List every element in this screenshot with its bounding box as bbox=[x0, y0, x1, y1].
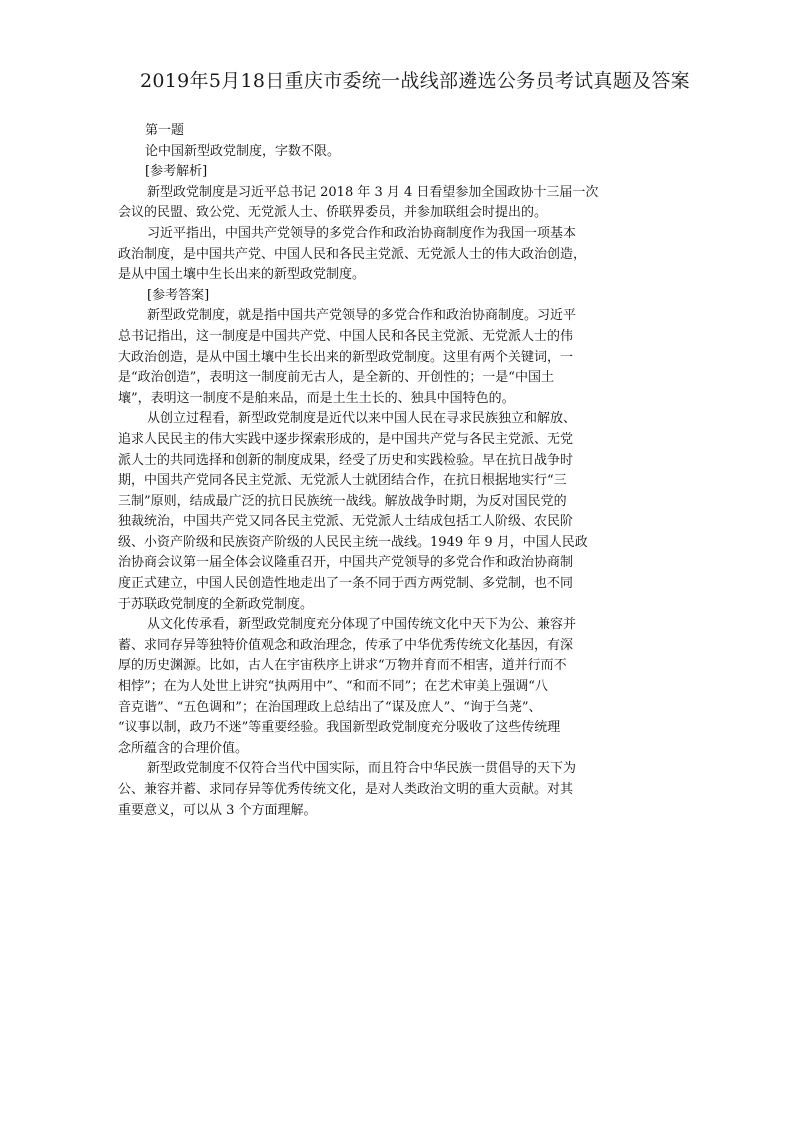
body-line: 三制”原则，结成最广泛的抗日民族统一战线。解放战争时期，为反对国民党的 bbox=[118, 493, 567, 509]
body-line: 新型政党制度，就是指中国共产党领导的多党合作和政治协商制度。习近平 bbox=[147, 308, 577, 324]
body-line: 厚的历史渊源。比如，古人在宇宙秩序上讲求“万物并育而不相害，道并行而不 bbox=[118, 658, 567, 674]
body-line: 级、小资产阶级和民族资产阶级的人民民主统一战线。1949 年 9 月，中国人民政 bbox=[118, 534, 588, 550]
body-line: 新型政党制度不仅符合当代中国实际，而且符合中华民族一贯倡导的天下为 bbox=[147, 761, 577, 777]
body-line: 新型政党制度是习近平总书记 2018 年 3 月 4 日看望参加全国政协十三届一次 bbox=[147, 184, 599, 200]
body-line: 派人士的共同选择和创新的制度成果，经受了历史和实践检验。早在抗日战争时 bbox=[118, 452, 574, 468]
body-line: 政治制度，是中国共产党、中国人民和各民主党派、无党派人士的伟大政治创造， bbox=[118, 246, 587, 262]
body-line: 音克谐”、“五色调和”；在治国理政上总结出了“谋及庶人”、“询于刍荛”、 bbox=[118, 699, 542, 715]
body-line: 于苏联政党制度的全新政党制度。 bbox=[118, 596, 314, 612]
body-line: 大政治创造，是从中国土壤中生长出来的新型政党制度。这里有两个关键词，一 bbox=[118, 349, 574, 365]
body-line: [参考答案] bbox=[147, 287, 210, 303]
body-line: 会议的民盟、致公党、无党派人士、侨联界委员，并参加联组会时提出的。 bbox=[118, 205, 548, 221]
body-line: 第一题 bbox=[145, 123, 185, 138]
body-line: 重要意义，可以从 3 个方面理解。 bbox=[118, 802, 317, 818]
body-line: 相悖”；在为人处世上讲究“执两用中”、“和而不同”；在艺术审美上强调“八 bbox=[118, 679, 548, 695]
body-line: 念所蕴含的合理价值。 bbox=[118, 740, 249, 756]
body-line: 独裁统治，中国共产党又同各民主党派、无党派人士结成包括工人阶级、农民阶 bbox=[118, 514, 574, 530]
body-line: 是“政治创造”，表明这一制度前无古人，是全新的、开创性的；一是“中国土 bbox=[118, 370, 554, 386]
body-line: 壤”，表明这一制度不是舶来品，而是土生土长的、独具中国特色的。 bbox=[118, 390, 515, 406]
body-line: 公、兼容并蓄、求同存异等优秀传统文化，是对人类政治文明的重大贡献。对其 bbox=[118, 782, 574, 797]
body-line: 论中国新型政党制度，字数不限。 bbox=[145, 143, 341, 159]
body-line: 是从中国土壤中生长出来的新型政党制度。 bbox=[118, 267, 366, 283]
body-line: 追求人民民主的伟大实践中逐步探索形成的，是中国共产党与各民主党派、无党 bbox=[118, 431, 574, 447]
body-line: 总书记指出，这一制度是中国共产党、中国人民和各民主党派、无党派人士的伟 bbox=[118, 328, 574, 344]
body-line: [参考解析] bbox=[145, 164, 208, 180]
document-title: 2019年5月18日重庆市委统一战线部遴选公务员考试真题及答案 bbox=[140, 70, 690, 92]
body-line: 从文化传承看，新型政党制度充分体现了中国传统文化中天下为公、兼容并 bbox=[147, 617, 577, 633]
body-line: 期，中国共产党同各民主党派、无党派人士就团结合作，在抗日根据地实行“三 bbox=[118, 473, 567, 489]
body-line: 蓄、求同存异等独特价值观念和政治理念，传承了中华优秀传统文化基因，有深 bbox=[118, 637, 574, 653]
body-line: 习近平指出，中国共产党领导的多党合作和政治协商制度作为我国一项基本 bbox=[147, 225, 577, 241]
body-line: 从创立过程看，新型政党制度是近代以来中国人民在寻求民族独立和解放、 bbox=[147, 411, 577, 427]
body-line: 治协商会议第一届全体会议隆重召开，中国共产党领导的多党合作和政治协商制 bbox=[118, 555, 574, 571]
body-line: “议事以制，政乃不迷”等重要经验。我国新型政党制度充分吸收了这些传统理 bbox=[118, 720, 561, 736]
body-line: 度正式建立，中国人民创造性地走出了一条不同于西方两党制、多党制，也不同 bbox=[118, 576, 574, 592]
document-body bbox=[118, 121, 648, 821]
